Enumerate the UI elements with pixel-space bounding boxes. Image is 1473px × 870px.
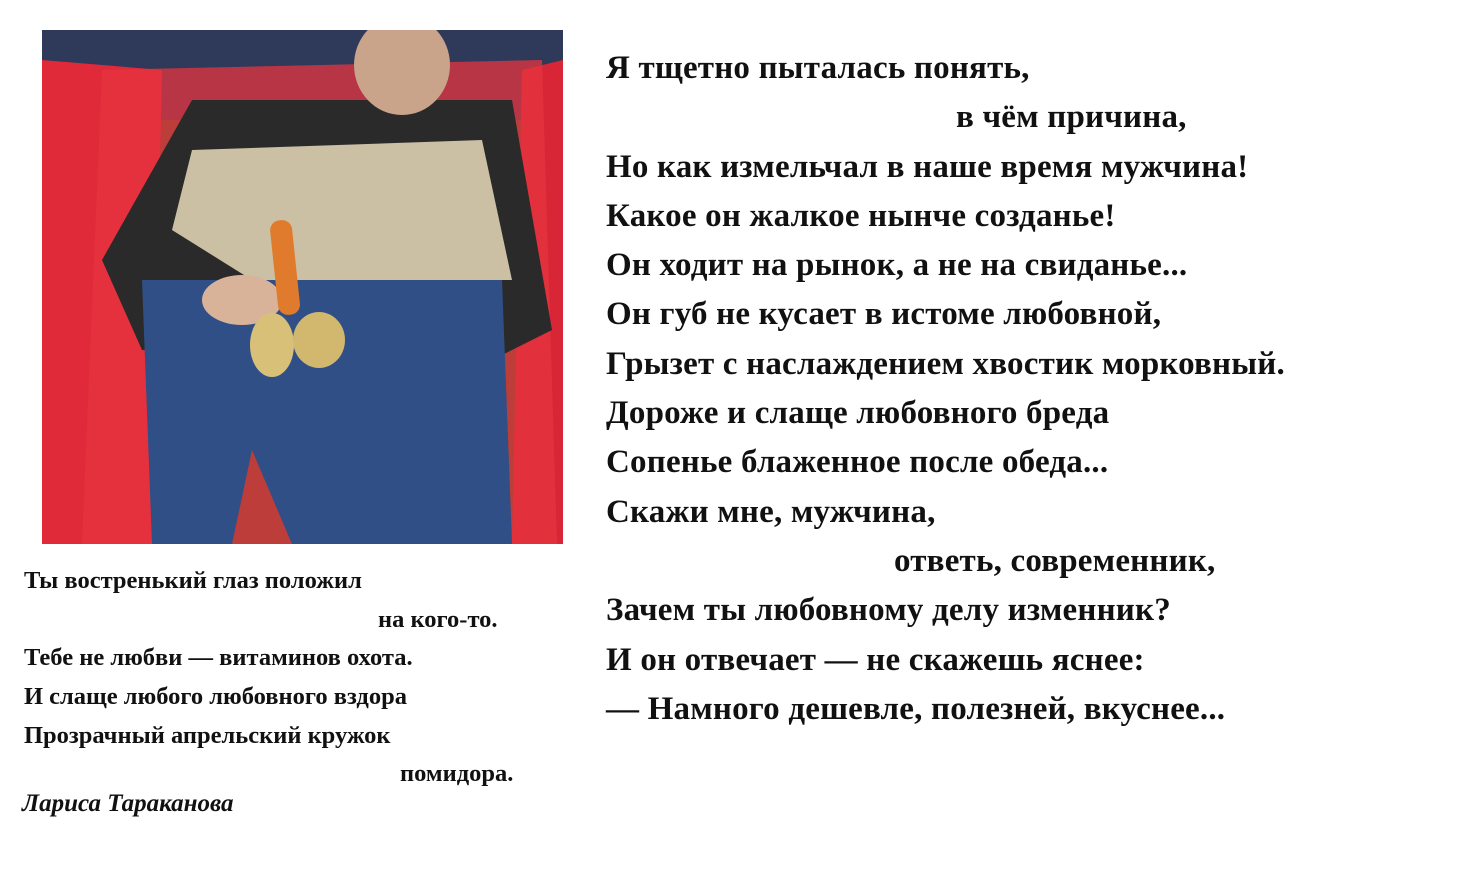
main-poem-line: Дороже и слаще любовного бреда [606, 395, 1110, 432]
main-poem-line: Он ходит на рынок, а не на свиданье... [606, 247, 1188, 284]
main-poem-line: в чём причина, [956, 99, 1187, 136]
side-poem-line: Ты востренький глаз положил [24, 567, 362, 594]
side-poem [24, 562, 584, 794]
main-poem-line: Зачем ты любовному делу изменник? [606, 592, 1171, 629]
photo-illustration [42, 30, 563, 544]
main-poem-line: Грызет с наслаждением хвостик морковный. [606, 345, 1285, 382]
side-poem-line: Прозрачный апрельский кружок [24, 721, 391, 749]
main-poem-line: — Намного дешевле, полезней, вкуснее... [606, 690, 1226, 727]
photo-potato-right [293, 312, 345, 368]
side-poem-line: И слаще любого любовного вздора [24, 683, 407, 711]
main-poem-line: Он губ не кусает в истоме любовной, [606, 296, 1162, 333]
author-signature: Лариса Тараканова [22, 790, 234, 817]
side-poem-line: на кого-то. [378, 605, 498, 633]
main-poem-line: Сопенье блаженное после обеда... [606, 444, 1109, 481]
main-poem [606, 44, 1466, 734]
main-poem-line: Скажи мне, мужчина, [606, 493, 936, 530]
photo-potato-left [250, 313, 294, 377]
main-poem-line: Я тщетно пыталась понять, [606, 50, 1030, 86]
side-poem-line: Тебе не любви — витаминов охота. [24, 644, 413, 672]
main-poem-line: Но как измельчал в наше время мужчина! [606, 148, 1249, 185]
main-poem-line: Какое он жалкое нынче созданье! [606, 197, 1116, 234]
photo-sweater-light [172, 140, 512, 280]
main-poem-line: И он отвечает — не скажешь яснее: [606, 641, 1145, 678]
main-poem-line: ответь, современник, [894, 542, 1216, 579]
side-poem-line: помидора. [400, 760, 514, 788]
poem-photo [42, 30, 563, 544]
